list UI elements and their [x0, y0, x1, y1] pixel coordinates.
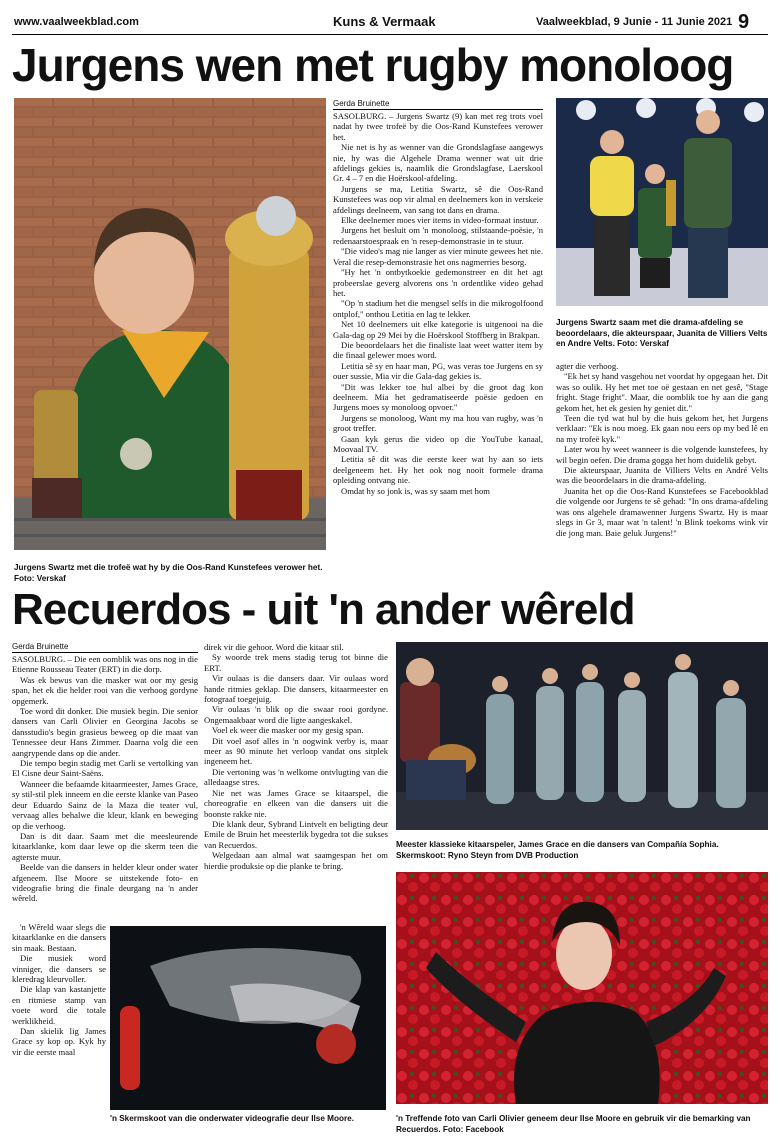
- caption-jurgens-trophies: Jurgens Swartz met die trofeë wat hy by die Oos-Rand Kunstefees verower het. Foto: Verskaf: [14, 563, 323, 583]
- story2-column1-narrow: [12, 922, 106, 1144]
- paragraph: Die akteurspaar, Juanita de Villiers Velts en André Velts was die beoordelaars in die drama-afdeling.: [556, 465, 768, 486]
- paragraph: Dan is dit daar. Saam met die meesleurende kitaarklanke, kom daar lewe op die skerm teen die agterste muur.: [12, 830, 198, 862]
- paragraph: Juanita het op die Oos-Rand Kunstefees se Facebookblad die volgende oor Jurgens te sê gehad: "In ons drama-afdeling was ons algehele dramawenner Jurgens Swartz. Hy is maar slegs in Gr 3, maar wat 'n talent! 'n Blink toekoms wink vir die jong man. Baie geluk Jurgens!": [556, 485, 768, 538]
- story2-column1: [12, 654, 198, 922]
- story1-column1: [333, 111, 543, 584]
- paragraph: Jurgens het besluit om 'n monoloog, stilstaande-poësie, 'n redenaarstoespraak en 'n resep-demonstrasie in te stuur.: [333, 225, 543, 246]
- headline-recuerdos: Recuerdos - uit 'n ander wêreld: [12, 585, 635, 634]
- paragraph: Vir oulaas 'n blik op die swaar rooi gordyne. Ongemaakbaar word die ligte aangeskakel.: [204, 704, 388, 725]
- caption-flowers: 'n Treffende foto van Carli Olivier geneem deur Ilse Moore en gebruik vir die bemarking van Recuerdos. Foto: Facebook: [396, 1114, 751, 1134]
- paragraph: Die klank deur, Sybrand Lintvelt en beligting deur Emile de Bruin het meesterlik bygedra tot die sukses van Recuerdos.: [204, 818, 388, 850]
- caption-stage-dancers: Meester klassieke kitaarspeler, James Grace en die dansers van Compañía Sophia. Skermskoot: Ryno Steyn from DVB Production: [396, 840, 719, 860]
- header-rule: [12, 34, 768, 35]
- section-title: Kuns & Vermaak: [333, 14, 436, 29]
- photo-flowers: [396, 872, 768, 1104]
- edition-date: Vaalweekblad, 9 Junie - 11 Junie 2021: [536, 16, 733, 28]
- photo-stage-dancers: [396, 642, 768, 830]
- paragraph: Jurgens se ma, Letitia Swartz, sê die Oos-Rand Kunstefees was oop vir almal en deelnemers kon in verskeie afdelings deelneem, van sang tot dans en drama.: [333, 183, 543, 215]
- paragraph: Beelde van die dansers in helder kleur onder water afgeneem. Ilse Moore se uitstekende foto- en videografie bring die finale deurgang na 'n ander wêreld.: [12, 862, 198, 904]
- caption-drama-judges: Jurgens Swartz saam met die drama-afdeling se beoordelaars, die akteurspaar, Juanita de Villiers Velts en Andre Velts. Foto: Verskaf: [556, 318, 768, 348]
- paragraph: SASOLBURG. – Jurgens Swartz (9) kan met reg trots voel nadat hy twee trofeë by die Oos-Rand Kunstefees verower het.: [333, 111, 543, 142]
- paragraph: Nie net is hy as wenner van die Grondslagfase aangewys nie, hy was die Algehele Drama wenner wat uit drie afdelings gekies is, naamlik die Grondslagfase, Laerskool Gr. 4 – 7 en die Hoërskool-afdeling.: [333, 142, 543, 184]
- paragraph: Letitia sê dit was die eerste keer wat hy aan so iets deelgeneem het. Hy het ook nog nooit formele drama opleiding ontvang nie.: [333, 454, 543, 486]
- photo-jurgens-trophies: [14, 98, 326, 550]
- drama-judges-illustration: [556, 98, 768, 306]
- paragraph: Later wou hy weet wanneer is die volgende kunstefees, hy wil begin oefen. Die drama gogga het hom duidelik gebyt.: [556, 444, 768, 465]
- paragraph: Dit voel asof alles in 'n oogwink verby is, maar meer as 90 minute het verloop vandat ons sitplek ingeneem het.: [204, 735, 388, 767]
- paragraph: Net 10 deelnemers uit elke kategorie is uitgenooi na die Gala-dag op 29 Mei by die Hoërskool Stoffberg in Brakpan.: [333, 319, 543, 340]
- caption-underwater: 'n Skermskoot van die onderwater videografie deur Ilse Moore.: [110, 1114, 355, 1123]
- paragraph: Nie net was James Grace se kitaarspel, die choreografie en elkeen van die dansers uit die boonste rakke nie.: [204, 787, 388, 819]
- jurgens-trophies-illustration: [14, 98, 326, 550]
- paragraph: Was ek bewus van die masker wat oor my gesig span, het ek die helder rooi van die verhoog gordyne opgemerk.: [12, 674, 198, 706]
- paragraph: Letitia sê sy en haar man, PG, was veras toe Jurgens en sy ouer sussie, Mia vir die Gala-dag gekies is.: [333, 360, 543, 382]
- paragraph: Die klap van kastanjette en ritmiese stamp van voete word die totale werklikheid.: [12, 984, 106, 1026]
- paragraph: agter die verhoog.: [556, 361, 619, 371]
- paragraph: direk vir die gehoor. Word die kitaar stil.: [204, 642, 344, 652]
- paragraph: Welgedaan aan almal wat saamgespan het om hierdie produksie op die planke te bring.: [204, 850, 388, 871]
- paragraph: Dan skielik lig James Grace sy kop op. Kyk hy vir die eerste maal: [12, 1026, 106, 1057]
- paragraph: Vir oulaas is die dansers daar. Vir oulaas word hande ritmies geklap. Die dansers, kitaarmeester en fotograaf toegejuig.: [204, 673, 388, 705]
- paragraph: Gaan kyk gerus die video op die YouTube kanaal, Moovaal TV.: [333, 433, 543, 454]
- paragraph: Die musiek word vinniger, die dansers se kleredrag kleurvoller.: [12, 953, 106, 985]
- paragraph: "Die video's mag nie langer as vier minute gewees het nie. Veral die resep-demonstrasie het ons nagmerries besorg.: [333, 246, 543, 267]
- stage-dancers-illustration: [396, 642, 768, 830]
- byline-story1: Gerda Bruinette: [333, 99, 543, 110]
- byline-story2: Gerda Bruinette: [12, 642, 198, 653]
- flowers-illustration: [396, 872, 768, 1104]
- paragraph: "Op 'n stadium het die mengsel selfs in die mikrogolfoond ontplof," onthou Letitia en lag te lekker.: [333, 298, 543, 319]
- paragraph: Die tempo begin stadig met Carli se vertolking van El Cisne deur Saint-Saëns.: [12, 758, 198, 779]
- paragraph: 'n Wêreld waar slegs die kitaarklanke en die dansers sin maak. Bestaan.: [12, 922, 106, 953]
- photo-drama-judges: [556, 98, 768, 306]
- paragraph: Sy woorde trek mens stadig terug tot binne die ERT.: [204, 652, 388, 673]
- paragraph: SASOLBURG. – Die een oomblik was ons nog in die Etienne Rousseau Teater (ERT) in die dorp.: [12, 654, 198, 675]
- paragraph: Toe word dit donker. Die musiek begin. Die senior dansers van Carli Olivier en Georgina Jacobs se dansstudio's begin grasieus beweeg op die maat van Tennessee deur Hans Zimmer. Daarna volg die een aangrypende dans op die ander.: [12, 706, 198, 758]
- story2-column2: [204, 642, 388, 920]
- paragraph: "Hy het 'n ontbytkoekie gedemonstreer en dit het agt probeerslae geverg alvorens ons 'n ordentlike video gehad het.: [333, 267, 543, 298]
- paragraph: Jurgens se monoloog, Want my ma hou van rugby, was 'n groot treffer.: [333, 412, 543, 434]
- underwater-illustration: [110, 926, 386, 1110]
- paragraph: Voel ek weer die masker oor my gesig span.: [212, 725, 364, 736]
- paragraph: "Ek het sy hand vasgehou net voordat hy opgegaan het. Dit was so oulik. Hy het met toe oë gestaan en net gesê, "Stage fright. Stage fright". Maar, die oomblik toe hy aan die gang gekom het, het ek gesien hy geniet dit.": [556, 371, 768, 413]
- paragraph: Elke deelnemer moes vier items in video-formaat instuur.: [341, 215, 539, 226]
- paragraph: Die vertoning was 'n welkome ontvlugting van die alledaagse stres.: [204, 766, 388, 788]
- paragraph: Wanneer die befaamde kitaarmeester, James Grace, sy stil-stil plek inneem en die eerste klanke van Paseo deur Eduardo Sainz de la Maza die teater vul, vervaag alles behalwe die kleur, klank en beweging op die verhoog.: [12, 778, 198, 831]
- paragraph: "Dit was lekker toe hul albei by die groot dag kon deelneem. Mia het gedramatiseerde poësie gedoen en Jurgens moes sy monoloog opvoer.": [333, 381, 543, 413]
- story1-column2: [556, 361, 768, 583]
- paragraph: Die beoordelaars het die finaliste laat weet watter item by die finaal gelewer moes word.: [333, 339, 543, 361]
- photo-underwater: [110, 926, 386, 1110]
- website-url[interactable]: www.vaalweekblad.com: [14, 16, 139, 28]
- paragraph: Omdat hy so jonk is, was sy saam met hom: [341, 485, 490, 496]
- headline-jurgens: Jurgens wen met rugby monoloog: [12, 39, 734, 91]
- paragraph: Teen die tyd wat hul by die huis gekom het, het Jurgens verklaar: "Ek is nou moeg. Ek gaan nou eers op my bed lê en na my trofeë kyk.": [556, 413, 768, 444]
- page-number: 9: [738, 11, 750, 33]
